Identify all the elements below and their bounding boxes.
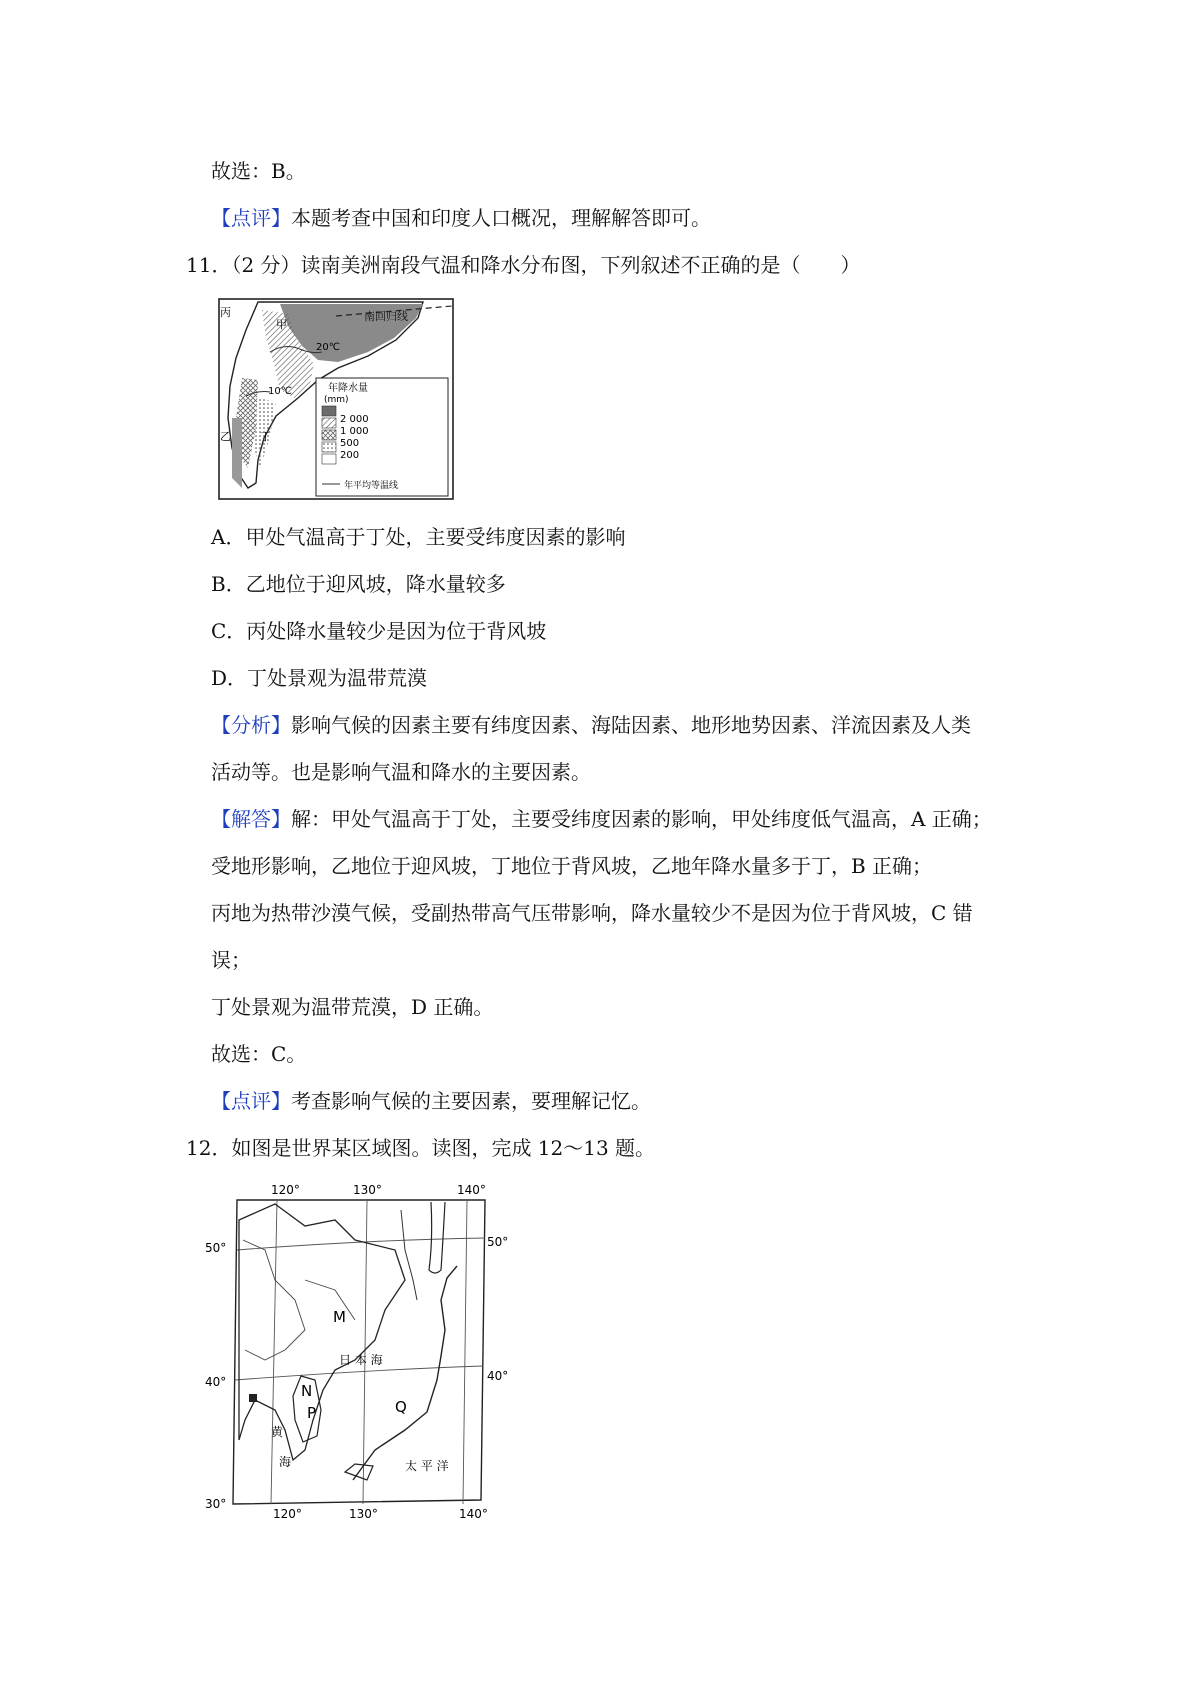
lat-50-left: 50° <box>205 1241 227 1255</box>
label-m: M <box>333 1308 346 1326</box>
analysis-text-1: 影响气候的因素主要有纬度因素、海陆因素、地形地势因素、洋流因素及人类 <box>291 713 971 737</box>
tropic-label: 南回归线 <box>364 310 408 323</box>
label-jia: 甲 <box>276 318 287 331</box>
option-d: D．丁处景观为温带荒漠 <box>211 666 428 690</box>
solution-line-4: 误； <box>211 948 251 972</box>
option-c: C．丙处降水量较少是因为位于背风坡 <box>211 619 547 643</box>
solution-tag: 【解答】 <box>211 807 291 831</box>
south-america-climate-map <box>218 298 454 500</box>
isotherm-10: 10℃ <box>268 386 292 397</box>
analysis-tag: 【分析】 <box>211 713 291 737</box>
comment-tag: 【点评】 <box>211 1089 291 1113</box>
lon-120-top: 120° <box>271 1183 300 1197</box>
legend-isotherm: 年平均等温线 <box>344 481 399 491</box>
label-yi: 乙 <box>220 430 231 443</box>
sea-yellow-1: 黄 <box>271 1425 284 1439</box>
label-n: N <box>301 1382 313 1400</box>
analysis-line-2: 活动等。也是影响气温和降水的主要因素。 <box>211 760 591 784</box>
lat-30-left: 30° <box>205 1497 227 1511</box>
option-b: B．乙地位于迎风坡，降水量较多 <box>211 572 506 596</box>
lon-120-bottom: 120° <box>273 1507 302 1520</box>
answer-line-q10: 故选：B。 <box>211 159 306 183</box>
comment-tag: 【点评】 <box>211 206 291 230</box>
legend-value-200: 200 <box>340 450 360 461</box>
comment-q11 <box>211 1087 651 1115</box>
question-stem-11: 11．（2 分）读南美洲南段气温和降水分布图，下列叙述不正确的是（ ） <box>186 253 861 277</box>
solution-line-1 <box>211 805 992 833</box>
lat-40-right: 40° <box>487 1369 509 1383</box>
solution-text-1: 解：甲处气温高于丁处，主要受纬度因素的影响，甲处纬度低气温高，A 正确； <box>291 807 992 831</box>
label-p: P <box>307 1404 317 1422</box>
legend-value-2000: 2 000 <box>340 414 369 425</box>
label-bing: 丙 <box>220 306 231 319</box>
legend-value-500: 500 <box>340 438 360 449</box>
question-stem-12: 12．如图是世界某区域图。读图，完成 12～13 题。 <box>186 1136 656 1160</box>
sea-japan: 日 本 海 <box>339 1353 383 1367</box>
solution-line-5: 丁处景观为温带荒漠，D 正确。 <box>211 995 494 1019</box>
comment-text: 考查影响气候的主要因素，要理解记忆。 <box>291 1089 651 1113</box>
lon-130-bottom: 130° <box>349 1507 378 1520</box>
sea-yellow-2: 海 <box>279 1455 292 1469</box>
label-ding: 丁 <box>260 430 271 443</box>
legend-value-1000: 1 000 <box>340 426 369 437</box>
comment-q10 <box>211 204 711 232</box>
east-asia-region-map <box>205 1180 511 1520</box>
lat-40-left: 40° <box>205 1375 227 1389</box>
lon-140-top: 140° <box>457 1183 486 1197</box>
legend-unit: (mm) <box>324 395 349 405</box>
solution-line-2: 受地形影响，乙地位于迎风坡，丁地位于背风坡，乙地年降水量多于丁，B 正确； <box>211 854 933 878</box>
comment-text: 本题考查中国和印度人口概况，理解解答即可。 <box>291 206 711 230</box>
lon-140-bottom: 140° <box>459 1507 488 1520</box>
sea-pacific: 太 平 洋 <box>405 1459 449 1473</box>
solution-line-3: 丙地为热带沙漠气候，受副热带高气压带影响，降水量较少不是因为位于背风坡，C 错 <box>211 901 973 925</box>
option-a: A．甲处气温高于丁处，主要受纬度因素的影响 <box>211 525 626 549</box>
legend-title: 年降水量 <box>328 383 368 394</box>
answer-line-q11: 故选：C。 <box>211 1042 307 1066</box>
isotherm-20: 20℃ <box>316 342 340 353</box>
lon-130-top: 130° <box>353 1183 382 1197</box>
label-q: Q <box>395 1398 407 1416</box>
analysis-line-1 <box>211 711 971 739</box>
lat-50-right: 50° <box>487 1235 509 1249</box>
